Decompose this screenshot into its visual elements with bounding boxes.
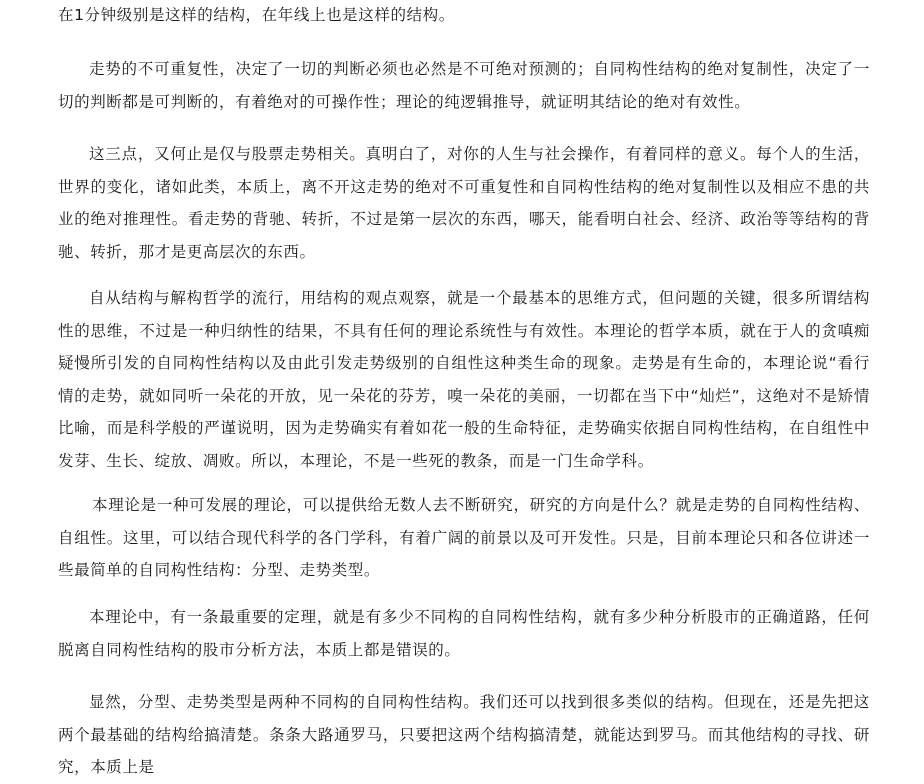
- article-paragraph-7: 显然，分型、走势类型是两种不同构的自同构性结构。我们还可以找到很多类似的结构。但现在，还是先把这两个最基础的结构给搞清楚。条条大路通罗马，只要把这两个结构搞清楚，就能达到罗马。而其他结构的寻找、研究，本质上是: [58, 693, 870, 776]
- article-paragraph-3: 这三点，又何止是仅与股票走势相关。真明白了，对你的人生与社会操作，有着同样的意义。每个人的生活，世界的变化，诸如此类，本质上，离不开这走势的绝对不可重复性和自同构性结构的绝对复制性以及相应不患的共业的绝对推理性。看走势的背驰、转折，不过是第一层次的东西，哪天，能看明白社会、经济、政治等等结构的背驰、转折，那才是更高层次的东西。: [58, 145, 870, 261]
- article-paragraph-5: 本理论是一种可发展的理论，可以提供给无数人去不断研究，研究的方向是什么？就是走势的自同构性结构、自组性。这里，可以结合现代科学的各门学科，有着广阔的前景以及可开发性。只是，目前本理论只和各位讲述一些最简单的自同构性结构：分型、走势类型。: [58, 496, 870, 579]
- article-paragraph-1: 在1分钟级别是这样的结构，在年线上也是这样的结构。: [58, 6, 455, 24]
- article-paragraph-6: 本理论中，有一条最重要的定理，就是有多少不同构的自同构性结构，就有多少种分析股市的正确道路，任何脱离自同构性结构的股市分析方法，本质上都是错误的。: [58, 608, 870, 659]
- article-paragraph-2: 走势的不可重复性，决定了一切的判断必须也必然是不可绝对预测的；自同构性结构的绝对复制性，决定了一切的判断都是可判断的，有着绝对的可操作性；理论的纯逻辑推导，就证明其结论的绝对有效性。: [58, 60, 870, 111]
- article-paragraph-4: 自从结构与解构哲学的流行，用结构的观点观察，就是一个最基本的思维方式，但问题的关键，很多所谓结构性的思维，不过是一种归纳性的结果，不具有任何的理论系统性与有效性。本理论的哲学本质，就在于人的贪嗔痴疑慢所引发的自同构性结构以及由此引发走势级别的自组性这种类生命的现象。走势是有生命的，本理论说“看行情的走势，就如同听一朵花的开放，见一朵花的芬芳，嗅一朵花的美丽，一切都在当下中“灿烂”，这绝对不是矫情比喻，而是科学般的严谨说明，因为走势确实有着如花一般的生命特征，走势确实依据自同构性结构，在自组性中发芽、生长、绽放、凋败。所以，本理论，不是一些死的教条，而是一门生命学科。: [58, 289, 870, 470]
